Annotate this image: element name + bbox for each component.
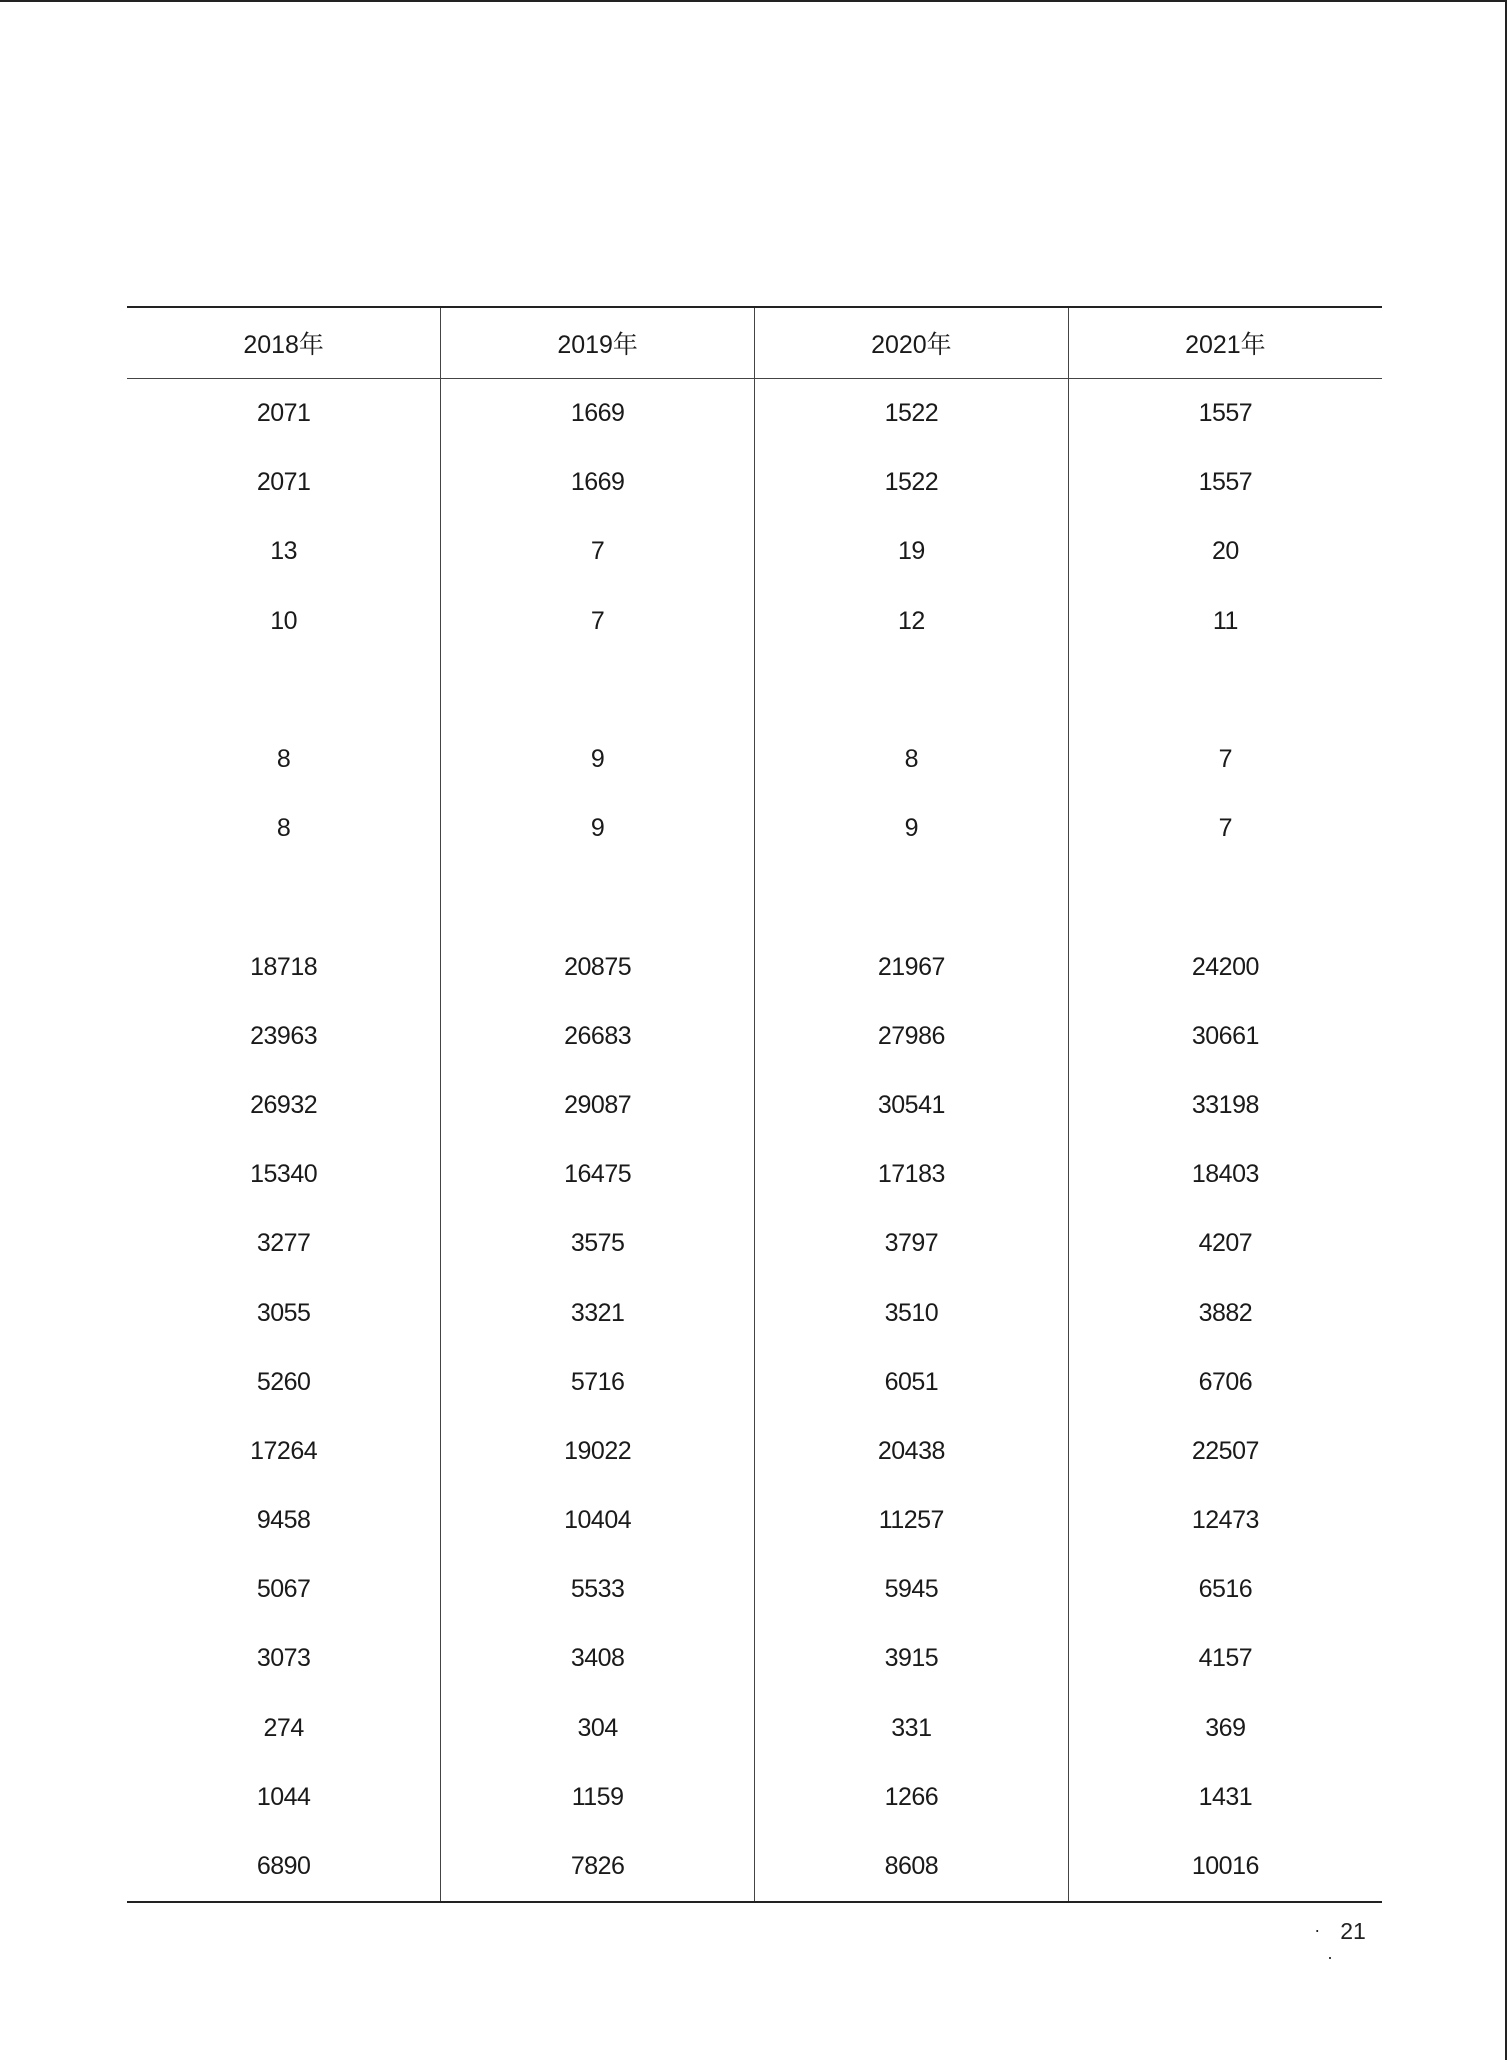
table-row — [127, 1071, 1382, 1140]
table-cell-2021: 30661 — [1068, 1002, 1382, 1071]
table-cell-2021: 6516 — [1068, 1555, 1382, 1624]
column-header-2021: 2021年 — [1068, 307, 1382, 379]
table-cell-2018 — [127, 863, 441, 932]
table-row — [127, 1417, 1382, 1486]
table-cell-2018: 5260 — [256, 1367, 311, 1396]
table-cell-2019 — [441, 656, 755, 725]
table-row — [127, 587, 1382, 656]
table-cell-2020: 30541 — [755, 1071, 1069, 1140]
table-cell-2021: 12473 — [1068, 1486, 1382, 1555]
table-row — [127, 1694, 1382, 1763]
column-header-2019: 2019年 — [441, 307, 755, 379]
table-cell-2019: 9 — [441, 725, 755, 794]
table-cell-2020 — [755, 863, 1069, 932]
table-cell-2018: 3277 — [256, 1229, 311, 1258]
table-cell-2021: 24200 — [1068, 933, 1382, 1002]
table-cell-2020: 19 — [755, 517, 1069, 586]
table-cell-2018: 8 — [276, 745, 291, 774]
table-row — [127, 1486, 1382, 1555]
table-cell-2021: 1431 — [1068, 1763, 1382, 1832]
table-cell-2020: 17183 — [755, 1140, 1069, 1209]
table-cell-2018: 6890 — [256, 1852, 311, 1881]
table-cell-2018: 2071 — [256, 468, 311, 497]
table-cell-2018: 10 — [270, 606, 298, 635]
table-cell-2018 — [127, 656, 441, 725]
table-cell-2020: 27986 — [755, 1002, 1069, 1071]
table-cell-2020: 1522 — [755, 448, 1069, 517]
table-cell-2018: 3055 — [256, 1298, 311, 1327]
table-cell-2019: 29087 — [441, 1071, 755, 1140]
table-cell-2019: 1159 — [441, 1763, 755, 1832]
table-cell-2018: 15340 — [250, 1160, 318, 1189]
table-cell-2020: 9 — [755, 794, 1069, 863]
table-cell-2019 — [441, 863, 755, 932]
table-cell-2021: 4157 — [1068, 1624, 1382, 1693]
table-cell-2018: 274 — [263, 1713, 304, 1742]
table-cell-2019: 7 — [441, 517, 755, 586]
table-cell-2019: 20875 — [441, 933, 755, 1002]
table-row — [127, 1209, 1382, 1278]
header-row — [127, 307, 1382, 379]
table-cell-2021: 4207 — [1068, 1209, 1382, 1278]
table-cell-2020: 3915 — [755, 1624, 1069, 1693]
table-cell-2018: 26932 — [250, 1090, 318, 1119]
page-number-dot-left: · — [1314, 1920, 1321, 1940]
table-cell-2020: 5945 — [755, 1555, 1069, 1624]
table-cell-2019: 16475 — [441, 1140, 755, 1209]
table-row — [127, 1624, 1382, 1693]
statistics-table — [127, 306, 1382, 1903]
table-cell-2018: 1044 — [256, 1782, 311, 1811]
table-cell-2018: 2071 — [256, 399, 311, 428]
table-row — [127, 725, 1382, 794]
table-cell-2021: 18403 — [1068, 1140, 1382, 1209]
table-cell-2021 — [1068, 656, 1382, 725]
table-cell-2020 — [755, 656, 1069, 725]
table-cell-2018: 9458 — [256, 1506, 311, 1535]
table-cell-2018: 23963 — [250, 1021, 318, 1050]
table-cell-2021: 6706 — [1068, 1348, 1382, 1417]
table-cell-2020: 1522 — [755, 379, 1069, 449]
table-cell-2018: 18718 — [250, 952, 318, 981]
table-cell-2019: 3575 — [441, 1209, 755, 1278]
column-header-2018: 2018年 — [243, 331, 324, 359]
page-number-dot-right: · — [1327, 1947, 1333, 1967]
table-row — [127, 379, 1382, 449]
table-cell-2019: 5533 — [441, 1555, 755, 1624]
table-cell-2019: 9 — [441, 794, 755, 863]
table-cell-2018: 13 — [270, 537, 298, 566]
table-cell-2020: 12 — [755, 587, 1069, 656]
table-cell-2021: 1557 — [1068, 379, 1382, 449]
table-cell-2020: 3510 — [755, 1278, 1069, 1347]
table-row — [127, 1555, 1382, 1624]
table-cell-2020: 8608 — [755, 1832, 1069, 1902]
table-cell-2019: 7826 — [441, 1832, 755, 1902]
page-number — [1280, 1918, 1380, 1972]
table-cell-2019: 304 — [441, 1694, 755, 1763]
table-cell-2020: 20438 — [755, 1417, 1069, 1486]
table-cell-2020: 21967 — [755, 933, 1069, 1002]
table-cell-2018: 3073 — [256, 1644, 311, 1673]
table-cell-2018: 5067 — [256, 1575, 311, 1604]
table-cell-2021: 22507 — [1068, 1417, 1382, 1486]
table-row — [127, 863, 1382, 932]
page-number-value: 21 — [1340, 1918, 1366, 1944]
table-cell-2019: 3321 — [441, 1278, 755, 1347]
table-row — [127, 517, 1382, 586]
table-cell-2021 — [1068, 863, 1382, 932]
table-row — [127, 1278, 1382, 1347]
table-cell-2021: 369 — [1068, 1694, 1382, 1763]
table-cell-2021: 33198 — [1068, 1071, 1382, 1140]
table-cell-2019: 3408 — [441, 1624, 755, 1693]
table-cell-2021: 10016 — [1068, 1832, 1382, 1902]
table-cell-2020: 11257 — [755, 1486, 1069, 1555]
table-cell-2021: 1557 — [1068, 448, 1382, 517]
table-cell-2021: 20 — [1068, 517, 1382, 586]
table-cell-2019: 7 — [441, 587, 755, 656]
table-cell-2020: 8 — [755, 725, 1069, 794]
table-row — [127, 1348, 1382, 1417]
table-cell-2019: 1669 — [441, 379, 755, 449]
table-row — [127, 448, 1382, 517]
table-cell-2019: 10404 — [441, 1486, 755, 1555]
table-cell-2019: 26683 — [441, 1002, 755, 1071]
table-row — [127, 1832, 1382, 1902]
table-row — [127, 933, 1382, 1002]
table-row — [127, 1002, 1382, 1071]
table-cell-2020: 3797 — [755, 1209, 1069, 1278]
table-cell-2018: 8 — [276, 814, 291, 843]
table-cell-2019: 1669 — [441, 448, 755, 517]
table-cell-2020: 1266 — [755, 1763, 1069, 1832]
table-cell-2019: 19022 — [441, 1417, 755, 1486]
table-row — [127, 1763, 1382, 1832]
table-cell-2018: 17264 — [250, 1436, 318, 1465]
table-cell-2021: 3882 — [1068, 1278, 1382, 1347]
table-row — [127, 656, 1382, 725]
table-body — [127, 379, 1382, 1903]
table-cell-2021: 11 — [1068, 587, 1382, 656]
table-row — [127, 1140, 1382, 1209]
table-cell-2020: 6051 — [755, 1348, 1069, 1417]
table-cell-2020: 331 — [755, 1694, 1069, 1763]
table-header — [127, 307, 1382, 379]
table-cell-2021: 7 — [1068, 725, 1382, 794]
table-row — [127, 794, 1382, 863]
table-cell-2021: 7 — [1068, 794, 1382, 863]
table-cell-2019: 5716 — [441, 1348, 755, 1417]
column-header-2020: 2020年 — [755, 307, 1069, 379]
